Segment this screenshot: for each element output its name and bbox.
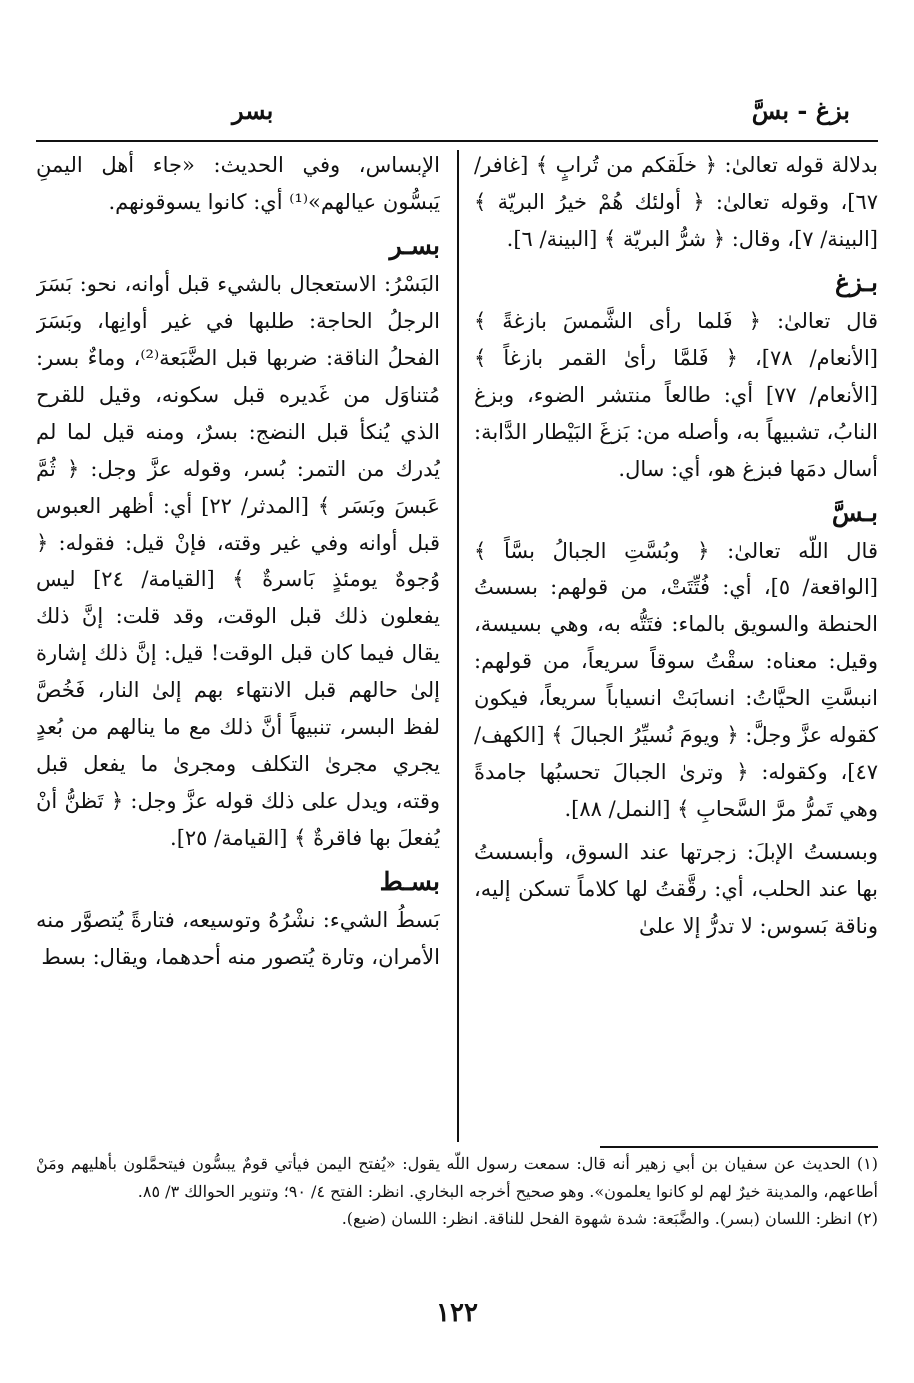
header-rule bbox=[36, 140, 878, 142]
right-column bbox=[474, 147, 878, 1140]
entry-heading: بـسَّ bbox=[831, 497, 878, 527]
paragraph: بدلالة قوله تعالىٰ: ﴿ خلَقكم من تُرابٍ ﴾ [غافر/ ٦٧]، وقوله تعالىٰ: ﴿ أولئك هُمْ خيرُ البريّة ﴾ [البينة/ ٧]، وقال: ﴿ شرُّ البريّة ﴾ [البينة/ ٦]. bbox=[474, 153, 878, 251]
footnotes bbox=[36, 1150, 878, 1233]
paragraph: قال اللّه تعالىٰ: ﴿ وبُسَّتِ الجبالُ بسَّاً ﴾ [الواقعة/ ٥]، أي: فُتِّتَتْ، من قولهم: بسستُ الحنطة والسويق بالماء: فتَتُّه به، وهي بسيسة، وقيل: معناه: سقْتُ سوقاً سريعاً، من قولهم: انبسَّتِ الحيَّاتُ: انسابَتْ انسياباً سريعاً، فيكون كقوله عزَّ وجلَّ: ﴿ ويومَ نُسيِّرُ الجبالَ ﴾ [الكهف/ ٤٧]، وكقوله: ﴿ وترىٰ الجبالَ تحسبُها جامدةً وهي تَمرُّ مرَّ السَّحابِ ﴾ [النمل/ ٨٨]. bbox=[474, 538, 878, 822]
running-header-right: بزغ - بسَّ bbox=[751, 96, 850, 125]
paragraph: البَسْرُ: الاستعجال بالشيء قبل أوانه، نحو: بَسَرَ الرجلُ الحاجة: طلبها في غير أوانِها، وبَسَرَ الفحلُ الناقة: ضربها قبل الضَّبَعة⁽²⁾، وماءٌ بسر: مُتناوَل من غَديره قبل سكونه، وقيل للقرح الذي يُنكأ قبل النضج: بسرٌ، ومنه قيل لما لم يُدرك من التمر: بُسر، وقوله عزَّ وجل: ﴿ ثُمَّ عَبسَ وبَسَر ﴾ [المدثر/ ٢٢] أي: أظهر العبوس قبل أوانه وفي غير وقته، فإنْ قيل: فقوله: ﴿ وُجوهٌ يومئذٍ بَاسرةٌ ﴾ [القيامة/ ٢٤] ليس يفعلون ذلك قبل الوقت، وقد قلت: إنَّ ذلك يقال فيما كان قبل الوقت! قيل: إنَّ ذلك إشارة إلىٰ حالهم قبل الانتهاء بهم إلىٰ النار، فَخُصَّ لفظ البسر، تنبيهاً أنَّ ذلك مع ما ينالهم من بُعدٍ يجري مجرىٰ التكلف ومجرىٰ ما يفعل قبل وقته، ويدل على ذلك قوله عزَّ وجل: ﴿ تَظنُّ أنْ يُفعلَ بها فاقرةٌ ﴾ [القيامة/ ٢٥]. bbox=[36, 271, 440, 851]
footnote: (١) الحديث عن سفيان بن أبي زهير أنه قال: سمعت رسول اللّه يقول: «يُفتح اليمن فيأتي قومٌ يبسُّون فيتحمَّلون بأهليهم ومَنْ أطاعهم، والمدينة خيرٌ لهم لو كانوا يعلمون». وهو صحيح أخرجه البخاري. انظر: الفتح ٤/ ٩٠؛ وتنوير الحوالك ٣/ ٨٥. bbox=[36, 1154, 878, 1201]
paragraph: قال تعالىٰ: ﴿ فَلما رأى الشَّمسَ بازغةً ﴾ [الأنعام/ ٧٨]، ﴿ فَلمَّا رأىٰ القمر بازغاً ﴾ [الأنعام/ ٧٧] أي: طالعاً منتشر الضوء، وبزغ النابُ، تشبيهاً به، وأصله من: بَزغَ البَيْطار الدَّابة: أسال دمَها فبزغ هو، أي: سال. bbox=[474, 308, 878, 481]
entry-heading: بسـط bbox=[379, 867, 440, 897]
page-number: ١٢٢ bbox=[436, 1298, 478, 1328]
running-header-left: بسر bbox=[232, 96, 274, 125]
paragraph: الإبساس، وفي الحديث: «جاء أهل اليمنِ يَبسُّون عيالهم»⁽¹⁾ أي: كانوا يسوقونهم. bbox=[36, 153, 440, 214]
left-column bbox=[36, 147, 440, 1140]
column-divider bbox=[457, 150, 459, 1142]
paragraph: بَسطُ الشيء: نشْرُهُ وتوسيعه، فتارةً يُتصوَّر منه الأمران، وتارة يُتصور منه أحدهما، ويقال: بسط bbox=[36, 908, 440, 970]
footnote-rule bbox=[600, 1146, 878, 1148]
paragraph: وبسستُ الإبلَ: زجرتها عند السوق، وأبسستُ بها عند الحلب، أي: رقَّقتُ لها كلاماً تسكن إليه، وناقة بَسوس: لا تدرُّ إلا علىٰ bbox=[474, 840, 878, 939]
entry-heading: بسـر bbox=[389, 230, 440, 260]
footnote: (٢) انظر: اللسان (بسر). والضَّبَعة: شدة شهوة الفحل للناقة. انظر: اللسان (ضبع). bbox=[341, 1209, 878, 1229]
entry-heading: بـزغ bbox=[835, 267, 878, 297]
